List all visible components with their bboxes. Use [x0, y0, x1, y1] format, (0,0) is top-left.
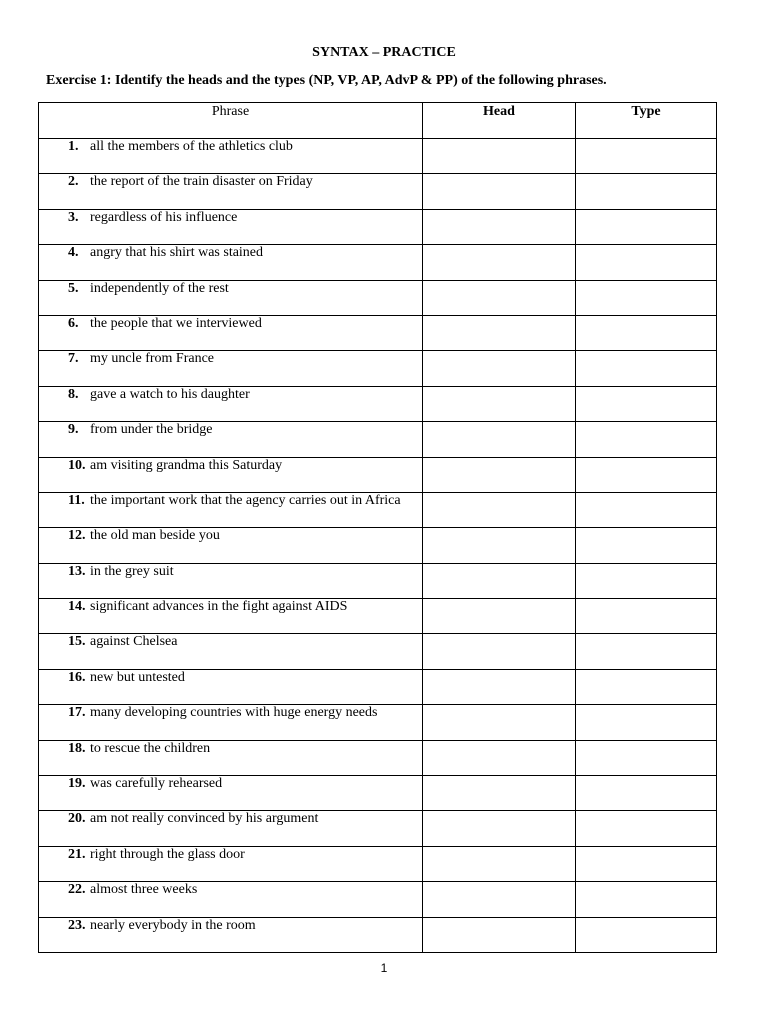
page-number: 1: [380, 961, 388, 975]
phrase-cell: [39, 315, 423, 350]
type-answer-cell[interactable]: [576, 528, 717, 563]
exercise-instruction: Exercise 1: Identify the heads and the types (NP, VP, AP, AdvP & PP) of the following phrases.: [46, 73, 607, 88]
head-answer-cell[interactable]: [423, 457, 576, 492]
table-row: [39, 457, 717, 492]
table-row: [39, 669, 717, 704]
table-row: [39, 174, 717, 209]
phrase-cell: [39, 457, 423, 492]
phrase-text: to rescue the children: [90, 740, 211, 756]
table-row: [39, 882, 717, 917]
column-header-phrase: Phrase: [39, 103, 423, 139]
phrase-cell: [39, 492, 423, 527]
item-number: 3.: [68, 209, 79, 225]
item-number: 23.: [68, 917, 86, 933]
table-row: [39, 811, 717, 846]
table-row: [39, 740, 717, 775]
type-answer-cell[interactable]: [576, 705, 717, 740]
phrase-text: in the grey suit: [90, 563, 174, 579]
phrase-cell: [39, 528, 423, 563]
column-header-type: Type: [576, 103, 717, 139]
phrase-cell: [39, 245, 423, 280]
item-number: 6.: [68, 315, 79, 331]
phrase-cell: [39, 209, 423, 244]
item-number: 13.: [68, 563, 86, 579]
type-answer-cell[interactable]: [576, 386, 717, 421]
table-row: [39, 528, 717, 563]
head-answer-cell[interactable]: [423, 422, 576, 457]
table-row: [39, 209, 717, 244]
table-row: [39, 315, 717, 350]
phrase-cell: [39, 351, 423, 386]
phrase-text: independently of the rest: [90, 280, 229, 296]
head-answer-cell[interactable]: [423, 846, 576, 881]
table-row: [39, 351, 717, 386]
phrase-text: my uncle from France: [90, 351, 215, 367]
item-number: 14.: [68, 599, 86, 615]
head-answer-cell[interactable]: [423, 740, 576, 775]
item-number: 18.: [68, 740, 86, 756]
type-answer-cell[interactable]: [576, 245, 717, 280]
type-answer-cell[interactable]: [576, 599, 717, 634]
type-answer-cell[interactable]: [576, 634, 717, 669]
head-answer-cell[interactable]: [423, 528, 576, 563]
table-header-row: [39, 103, 717, 139]
item-number: 17.: [68, 705, 86, 721]
phrase-text: almost three weeks: [90, 882, 198, 898]
table-row: [39, 917, 717, 952]
head-answer-cell[interactable]: [423, 563, 576, 598]
type-answer-cell[interactable]: [576, 422, 717, 457]
table-row: [39, 422, 717, 457]
item-number: 19.: [68, 776, 86, 792]
table-row: [39, 705, 717, 740]
phrase-cell: [39, 386, 423, 421]
table-row: [39, 245, 717, 280]
phrase-cell: [39, 846, 423, 881]
head-answer-cell[interactable]: [423, 139, 576, 174]
head-answer-cell[interactable]: [423, 492, 576, 527]
phrase-text: gave a watch to his daughter: [90, 386, 250, 402]
document-title: SYNTAX – PRACTICE: [312, 45, 456, 60]
column-header-head: Head: [423, 103, 576, 139]
phrase-cell: [39, 599, 423, 634]
head-answer-cell[interactable]: [423, 882, 576, 917]
phrase-table: [38, 102, 717, 953]
type-answer-cell[interactable]: [576, 139, 717, 174]
item-number: 10.: [68, 457, 86, 473]
type-answer-cell[interactable]: [576, 669, 717, 704]
type-answer-cell[interactable]: [576, 280, 717, 315]
head-answer-cell[interactable]: [423, 386, 576, 421]
table-row: [39, 634, 717, 669]
table-row: [39, 386, 717, 421]
item-number: 12.: [68, 528, 86, 544]
table-row: [39, 846, 717, 881]
head-answer-cell[interactable]: [423, 669, 576, 704]
phrase-cell: [39, 422, 423, 457]
phrase-text: right through the glass door: [90, 846, 245, 862]
item-number: 8.: [68, 386, 79, 402]
type-answer-cell[interactable]: [576, 351, 717, 386]
table-row: [39, 139, 717, 174]
type-answer-cell[interactable]: [576, 315, 717, 350]
table-row: [39, 280, 717, 315]
phrase-cell: [39, 917, 423, 952]
phrase-text: new but untested: [90, 669, 185, 685]
type-answer-cell[interactable]: [576, 917, 717, 952]
phrase-text: against Chelsea: [90, 634, 178, 650]
phrase-cell: [39, 634, 423, 669]
phrase-text: significant advances in the fight against AIDS: [90, 599, 348, 615]
type-answer-cell[interactable]: [576, 209, 717, 244]
head-answer-cell[interactable]: [423, 776, 576, 811]
item-number: 7.: [68, 351, 79, 367]
type-answer-cell[interactable]: [576, 740, 717, 775]
phrase-cell: [39, 811, 423, 846]
item-number: 20.: [68, 811, 86, 827]
item-number: 2.: [68, 174, 79, 190]
head-answer-cell[interactable]: [423, 599, 576, 634]
head-answer-cell[interactable]: [423, 174, 576, 209]
phrase-cell: [39, 174, 423, 209]
phrase-text: was carefully rehearsed: [90, 776, 223, 792]
phrase-text: the old man beside you: [90, 528, 220, 544]
phrase-cell: [39, 705, 423, 740]
type-answer-cell[interactable]: [576, 811, 717, 846]
item-number: 4.: [68, 245, 79, 261]
phrase-cell: [39, 280, 423, 315]
type-answer-cell[interactable]: [576, 563, 717, 598]
phrase-text: am visiting grandma this Saturday: [90, 457, 283, 473]
head-answer-cell[interactable]: [423, 245, 576, 280]
item-number: 5.: [68, 280, 79, 296]
head-answer-cell[interactable]: [423, 315, 576, 350]
type-answer-cell[interactable]: [576, 776, 717, 811]
head-answer-cell[interactable]: [423, 351, 576, 386]
head-answer-cell[interactable]: [423, 209, 576, 244]
table-row: [39, 776, 717, 811]
phrase-cell: [39, 776, 423, 811]
phrase-text: from under the bridge: [90, 422, 213, 438]
phrase-cell: [39, 740, 423, 775]
phrase-text: regardless of his influence: [90, 209, 238, 225]
type-answer-cell[interactable]: [576, 846, 717, 881]
table-row: [39, 563, 717, 598]
item-number: 22.: [68, 882, 86, 898]
phrase-text: all the members of the athletics club: [90, 139, 293, 154]
item-number: 11.: [68, 492, 85, 508]
item-number: 1.: [68, 139, 79, 154]
phrase-cell: [39, 882, 423, 917]
type-answer-cell[interactable]: [576, 457, 717, 492]
table-row: [39, 492, 717, 527]
phrase-text: the important work that the agency carries out in Africa: [90, 492, 401, 508]
head-answer-cell[interactable]: [423, 705, 576, 740]
type-answer-cell[interactable]: [576, 174, 717, 209]
phrase-cell: [39, 669, 423, 704]
table-row: [39, 599, 717, 634]
phrase-text: angry that his shirt was stained: [90, 245, 264, 261]
head-answer-cell[interactable]: [423, 280, 576, 315]
phrase-text: nearly everybody in the room: [90, 917, 256, 933]
phrase-text: the people that we interviewed: [90, 315, 262, 331]
item-number: 15.: [68, 634, 86, 650]
phrase-cell: [39, 563, 423, 598]
item-number: 21.: [68, 846, 86, 862]
phrase-text: am not really convinced by his argument: [90, 811, 319, 827]
type-answer-cell[interactable]: [576, 492, 717, 527]
phrase-text: the report of the train disaster on Friday: [90, 174, 313, 190]
phrase-cell: [39, 139, 423, 174]
head-answer-cell[interactable]: [423, 634, 576, 669]
phrase-text: many developing countries with huge energy needs: [90, 705, 378, 721]
item-number: 9.: [68, 422, 79, 438]
type-answer-cell[interactable]: [576, 882, 717, 917]
item-number: 16.: [68, 669, 86, 685]
head-answer-cell[interactable]: [423, 917, 576, 952]
head-answer-cell[interactable]: [423, 811, 576, 846]
